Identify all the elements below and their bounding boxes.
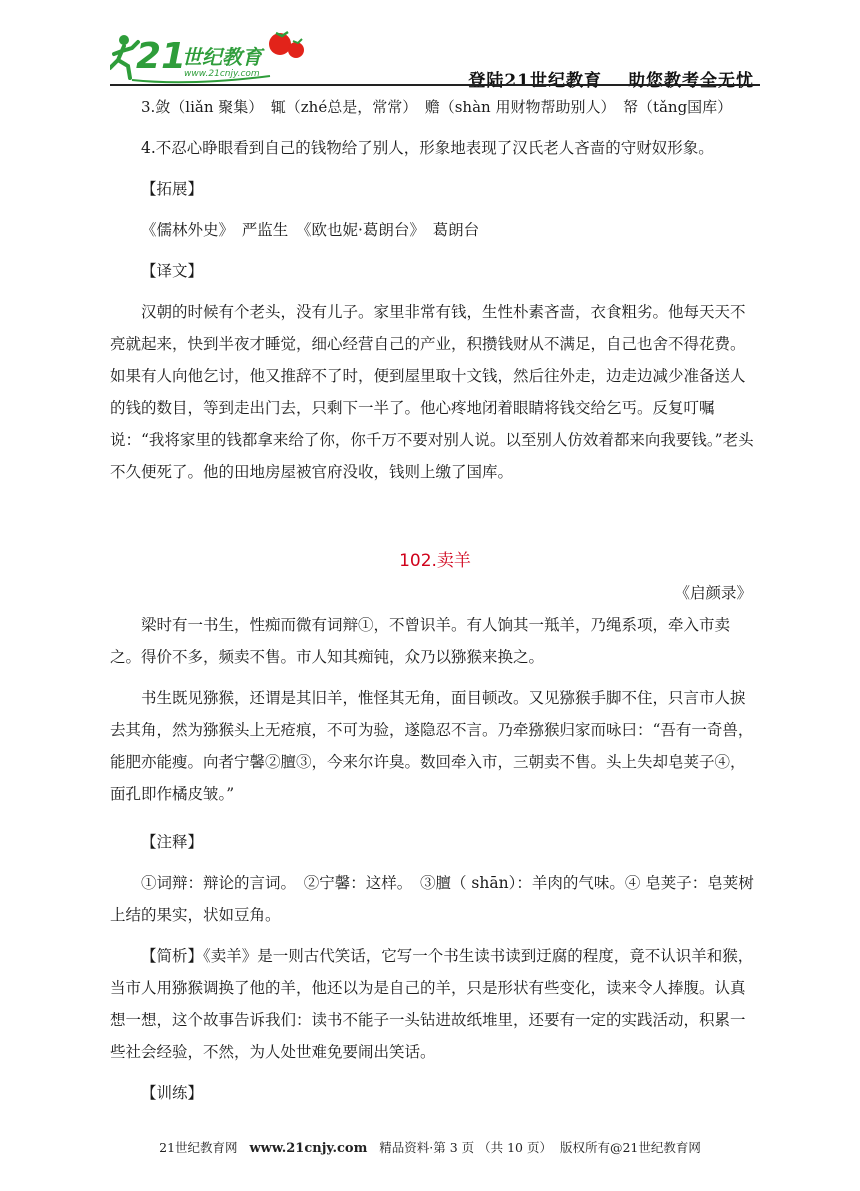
annotations-text: ①词辩：辩论的言词。 ②宁馨：这样。 ③膻（ shān）：羊肉的气味。④ 皂荚子：皂荚树上结的果实，状如豆角。 — [110, 874, 754, 924]
story-source: 《启颜录》 — [674, 584, 752, 602]
translation-text: 汉朝的时候有个老头，没有儿子。家里非常有钱，生性朴素吝啬，衣食粗劣。他每天天不亮就起来，快到半夜才睡觉，细心经营自己的产业，积攒钱财从不满足，自己也舍不得花费。如果有人向他乞讨，他又推辞不了时，便到屋里取十文钱，然后往外走，边走边减少准备送人的钱的数目，等到走出门去，只剩下一半了。他心疼地闭着眼睛将钱交给乞丐。反复叮嘱说：“我将家里的钱都拿来给了你，你千万不要对别人说。以至别人仿效着都来向我要钱。”老头不久便死了。他的田地房屋被官府没收，钱则上缴了国库。 — [110, 303, 754, 481]
svg-text:21: 21 — [136, 36, 187, 77]
annotations-heading: 【注释】 — [141, 833, 204, 851]
story-title: 102.卖羊 — [399, 551, 471, 571]
note-item-4: 4.不忍心睁眼看到自己的钱物给了别人，形象地表现了汉氏老人吝啬的守财奴形象。 — [141, 139, 714, 157]
analysis-paragraph — [110, 940, 760, 1068]
training-heading: 【训练】 — [141, 1084, 204, 1102]
story-paragraph: 梁时有一书生，性痴而微有词辩①，不曾识羊。有人饷其一羝羊，乃绳系项，牵入市卖之。得价不多，频卖不售。市人知其痴钝，众乃以猕猴来换之。 — [110, 616, 731, 666]
logo-graphic — [110, 24, 320, 90]
analysis-text: 《卖羊》是一则古代笑话，它写一个书生读书读到迂腐的程度，竟不认识羊和猴，当市人用猕猴调换了他的羊，他还以为是自己的羊，只是形状有些变化，读来令人捧腹。认真想一想，这个故事告诉我们：读书不能子一头钻进故纸堆里，还要有一定的实践活动，积累一些社会经验，不然，为人处世难免要闹出笑话。 — [110, 947, 754, 1061]
footer-page-info: 精品资料·第 3 页 （共 10 页） — [379, 1140, 552, 1155]
svg-text:世纪教育: 世纪教育 — [182, 45, 262, 69]
extension-text: 《儒林外史》 严监生 《欧也妮·葛朗台》 葛朗台 — [141, 221, 480, 239]
footer-url-link[interactable]: www.21cnjy.com — [249, 1141, 368, 1156]
header-divider — [110, 84, 760, 86]
document-body — [110, 91, 760, 1109]
site-logo[interactable] — [110, 24, 320, 90]
page-footer — [0, 1138, 860, 1156]
slogan-left: 登陆21世纪教育 — [468, 71, 602, 91]
note-item-3: 3.敛（liǎn 聚集） 辄（zhé总是，常常） 赡（shàn 用财物帮助别人） 帑（tǎng国库） — [141, 98, 733, 116]
svg-text:www.21cnjy.com: www.21cnjy.com — [184, 69, 260, 79]
translation-heading: 【译文】 — [141, 262, 204, 280]
slogan-right: 助您教考全无忧 — [628, 71, 754, 91]
footer-site: 21世纪教育网 — [159, 1140, 238, 1155]
analysis-heading: 【简析】 — [141, 947, 204, 965]
story-paragraph: 书生既见猕猴，还谓是其旧羊，惟怪其无角，面目顿改。又见猕猴手脚不住，只言市人捩去其角，然为猕猴头上无疮痕，不可为验，遂隐忍不言。乃牵猕猴归家而咏曰：“吾有一奇兽，能肥亦能瘦。向者宁馨②膻③，今来尔许臭。数回牵入市，三朝卖不售。头上失却皂荚子④，面孔即作橘皮皱。” — [110, 689, 754, 803]
header-slogan — [468, 66, 754, 91]
footer-copyright: 版权所有@21世纪教育网 — [559, 1140, 701, 1155]
page-header — [110, 18, 760, 91]
extension-heading: 【拓展】 — [141, 180, 204, 198]
